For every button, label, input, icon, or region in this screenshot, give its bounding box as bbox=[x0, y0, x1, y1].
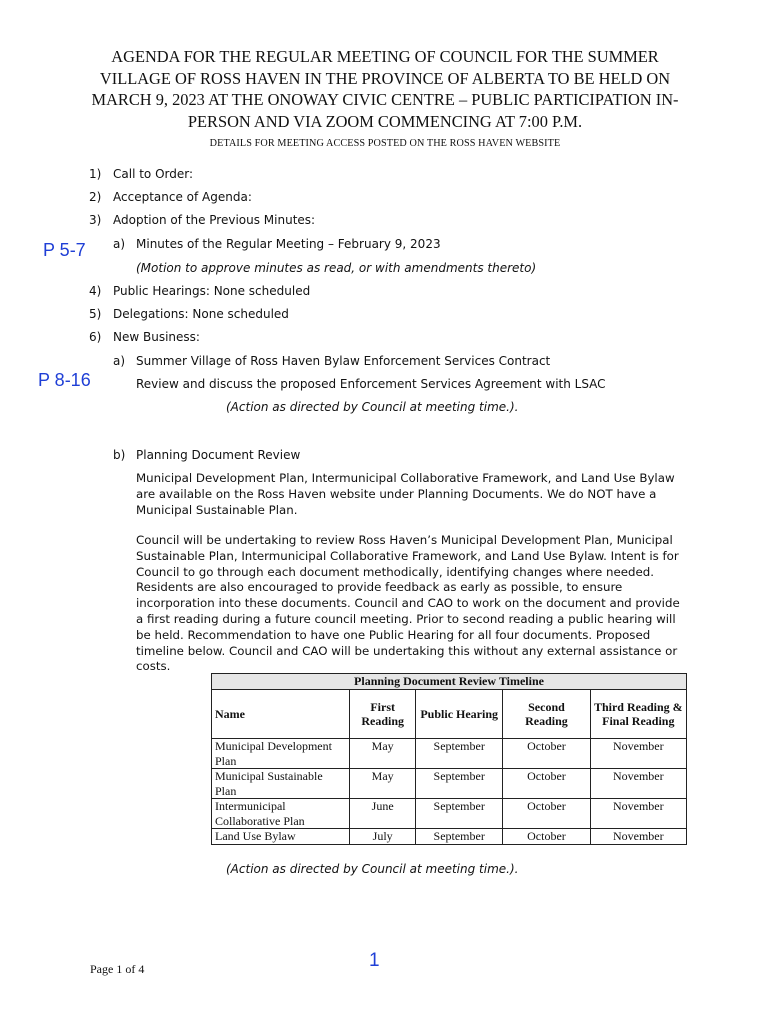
enforcement-contract-label: Summer Village of Ross Haven Bylaw Enforcement Services Contract bbox=[136, 354, 551, 368]
minutes-motion: (Motion to approve minutes as read, or with amendments thereto) bbox=[136, 261, 537, 275]
sub-item-letter: a) bbox=[113, 237, 126, 251]
table-cell: September bbox=[416, 739, 503, 769]
table-cell: June bbox=[350, 799, 416, 829]
table-row bbox=[212, 799, 687, 829]
item-number: 4) bbox=[89, 284, 102, 298]
table-row bbox=[212, 769, 687, 799]
table-row bbox=[212, 829, 687, 845]
item-number: 3) bbox=[89, 213, 102, 227]
table-cell: May bbox=[350, 739, 416, 769]
table-caption: Planning Document Review Timeline bbox=[212, 674, 687, 690]
planning-review-paragraph: Council will be undertaking to review Ross Haven’s Municipal Development Plan, Municipal Sustainable Plan, Intermunicipal Collaborative Framework, and Land Use Bylaw. Intent is for Council to go through each document methodically, identifying changes where needed. Residents are also encouraged to provide feedback as early as possible, to ensure incorporation into these documents. Council and CAO to work on the document and provide a first reading during a future council meeting. Prior to second reading a public hearing will be held. Recommendation to have one Public Hearing for all four documents. Proposed timeline below. Council and CAO will be undertaking this without any external assistance or costs. bbox=[136, 533, 680, 674]
table-cell: September bbox=[416, 769, 503, 799]
table-cell: October bbox=[503, 829, 590, 845]
action-note: (Action as directed by Council at meeting time.). bbox=[226, 400, 519, 414]
table-cell: Land Use Bylaw bbox=[212, 829, 350, 845]
item-number: 5) bbox=[89, 307, 102, 321]
table-cell: October bbox=[503, 739, 590, 769]
item-label: Acceptance of Agenda: bbox=[113, 190, 252, 204]
table-cell: November bbox=[590, 829, 686, 845]
table-cell: Intermunicipal Collaborative Plan bbox=[212, 799, 350, 829]
item-label: Public Hearings: None scheduled bbox=[113, 284, 311, 298]
page-number-mark: 1 bbox=[369, 950, 380, 971]
planning-documents-paragraph: Municipal Development Plan, Intermunicipal Collaborative Framework, and Land Use Bylaw are available on the Ross Haven website under Planning Documents. We do NOT have a Municipal Sustainable Plan. bbox=[136, 471, 675, 517]
item-label: Adoption of the Previous Minutes: bbox=[113, 213, 316, 227]
table-cell: November bbox=[590, 799, 686, 829]
item-label: Call to Order: bbox=[113, 167, 194, 181]
table-cell: November bbox=[590, 739, 686, 769]
table-cell: November bbox=[590, 769, 686, 799]
margin-page-reference: P 8-16 bbox=[38, 370, 91, 390]
table-cell: October bbox=[503, 799, 590, 829]
minutes-item-label: Minutes of the Regular Meeting – February 9, 2023 bbox=[136, 237, 441, 251]
planning-review-label: Planning Document Review bbox=[136, 448, 301, 462]
table-cell: October bbox=[503, 769, 590, 799]
action-note: (Action as directed by Council at meeting time.). bbox=[226, 862, 519, 876]
item-label: Delegations: None scheduled bbox=[113, 307, 289, 321]
item-number: 1) bbox=[89, 167, 102, 181]
page-footer: Page 1 of 4 bbox=[90, 962, 145, 976]
planning-timeline-table bbox=[211, 673, 687, 845]
sub-item-letter: b) bbox=[113, 448, 126, 462]
column-header: Third Reading & Final Reading bbox=[590, 690, 686, 739]
column-header: First Reading bbox=[350, 690, 416, 739]
agenda-title: AGENDA FOR THE REGULAR MEETING OF COUNCIL FOR THE SUMMER VILLAGE OF ROSS HAVEN IN THE PROVINCE OF ALBERTA TO BE HELD ON MARCH 9, 2023 AT THE ONOWAY CIVIC CENTRE – PUBLIC PARTICIPATION IN-PERSON AND VIA ZOOM COMMENCING AT 7:00 P.M. bbox=[91, 47, 679, 131]
enforcement-contract-detail: Review and discuss the proposed Enforcement Services Agreement with LSAC bbox=[136, 377, 606, 391]
item-number: 6) bbox=[89, 330, 102, 344]
table-cell: Municipal Sustainable Plan bbox=[212, 769, 350, 799]
table-cell: September bbox=[416, 829, 503, 845]
column-header: Public Hearing bbox=[416, 690, 503, 739]
column-header: Second Reading bbox=[503, 690, 590, 739]
column-header: Name bbox=[212, 690, 350, 739]
table-cell: September bbox=[416, 799, 503, 829]
table-cell: July bbox=[350, 829, 416, 845]
table-cell: May bbox=[350, 769, 416, 799]
sub-item-letter: a) bbox=[113, 354, 126, 368]
table-cell: Municipal Development Plan bbox=[212, 739, 350, 769]
item-label: New Business: bbox=[113, 330, 200, 344]
meeting-access-note: DETAILS FOR MEETING ACCESS POSTED ON THE ROSS HAVEN WEBSITE bbox=[209, 138, 561, 149]
table-row bbox=[212, 739, 687, 769]
item-number: 2) bbox=[89, 190, 102, 204]
margin-page-reference: P 5-7 bbox=[43, 240, 86, 260]
